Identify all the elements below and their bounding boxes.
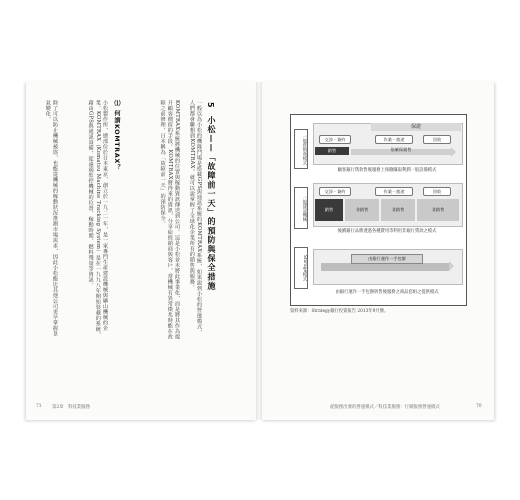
row-2-caption: 後續銀行品牌透過各種費用等利用非銀行貸款之模式 [337,229,437,234]
left-page-number: 71 [36,404,42,409]
row-2-cell-1: 銷售 [315,199,343,221]
row-1-arrow-label: 依確保銷售 [390,147,412,152]
row-2-step-3: 回收 [423,187,451,196]
right-page-number: 70 [476,404,482,409]
paragraph-1: 一般以為小松的機隊鬥場是搭載GPS與通訊系統的KOMTRAX系統，如果說到小松的營運模式，人們都會聯想到KOMTRAX，就可以說掌握了全球化企業所有的銷售與服務。 [188,100,202,335]
right-running-head: 從服務出發的營運模式／科技業服務：行銷服務營運模式 [330,405,440,410]
row-1-header: 保證 [371,123,461,131]
row-2-cell-4: 非銷售 [417,199,459,221]
diagram-row-3 [291,243,466,301]
row-2-cell-2: 非銷售 [345,199,379,221]
row-1-step-3: 回收 [423,135,451,144]
business-model-diagram [290,114,467,306]
section-number: 5 [206,102,215,109]
row-3-label: Storage模式 [294,247,308,289]
subheading: ⑴ 何謂KOMTRAX？ [113,100,120,172]
paragraph-2: KOMTRAX系統將機械的位置與稼動資訊傳送到公司。這是小松並未將此事業化，而是將其作為提升顧客價值的手段。KOMTRAX將得來的資訊，分享給經銷商與客戶，當機械有異常徵兆時能在故障之前修理，日本稱為「故障前一天」的預防保全。 [159,100,180,340]
row-2-step-2: 作業・旅途 [375,187,413,196]
left-running-head: 第2章 科技業服務 [52,405,90,410]
diagram-row-1 [291,121,466,179]
row-1-label: 一般經銷商模式 [294,129,308,169]
paragraph-3: 小松製作所，總部位於日本東京，創立於一九二一年，是一家專門生產建設機械與礦山機械的企業。KOMTRAX（Komatsu Machine Tracking System）是在一九九八年開始裝載的系統，藉由GPS與通訊設備，從遠端監控機械的位置、稼動時間、燃料殘量等資訊。 [87,100,108,338]
row-1-sale-bar: 銷售 [315,147,349,155]
row-3-arrow [321,263,449,271]
row-2-label: 一般建設機械 [294,187,308,229]
row-1-step-1: 交涉・簽約 [319,135,351,144]
row-1-step-2: 作業・旅途 [375,135,413,144]
row-2-step-1: 交涉・簽約 [319,187,351,196]
row-1-caption: 顧客銀行貸款售後服務上保險賺取利潤一般設備模式 [337,168,437,173]
section-title: 小松——「故障前一天」的預防與保全措施 [207,116,216,291]
paragraph-4: 除了可以防止機械被盜，也能從機械的稼動狀況推測市場需求，因此小松能比其他公司更早掌握景氣變化。 [44,100,58,337]
row-3-caption: 由銀行運作一手包辦與售後服務之商品套組之提供模式 [335,290,439,295]
diagram-row-2 [291,181,466,239]
source-note: 資料來源：Strategy銀行投資報告 2013年9月號。 [290,309,389,314]
row-2-cell-3: 非銷售 [381,199,415,221]
row-3-arrow-label: 由銀行運作一手包辦 [351,254,423,264]
book-spine [256,82,262,420]
